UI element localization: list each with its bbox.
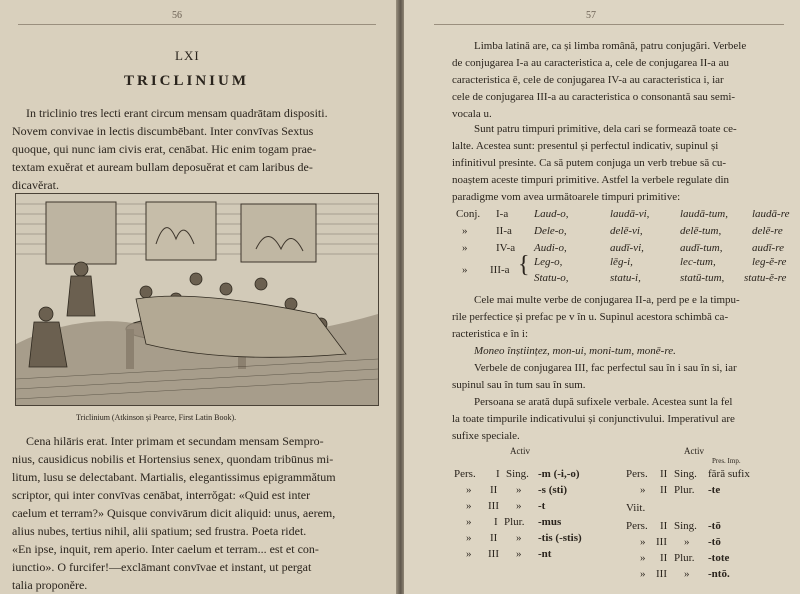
text-line: sufixe speciale.	[452, 430, 520, 442]
table-cell: Plur.	[674, 552, 695, 564]
conj-form: audī-vi,	[610, 242, 644, 254]
table-cell: -mus	[538, 516, 562, 528]
table-cell: Plur.	[504, 516, 525, 528]
header-rule-right	[434, 24, 784, 25]
text-line: Cele mai multe verbe de conjugarea II-a, perd pe e la timpu-	[474, 294, 740, 306]
table-cell: III	[488, 500, 499, 512]
figure-caption: Triclinium (Atkinson și Pearce, First Latin Book).	[76, 413, 237, 422]
text-line: lalte. Acestea sunt: presentul și perfectul indicativ, supinul și	[452, 140, 719, 152]
table-cell: Pers.	[626, 468, 648, 480]
page-number-right: 57	[586, 10, 596, 21]
table-cell: fără sufix	[708, 468, 750, 480]
conj-form: statu-ĕ-re	[744, 272, 787, 284]
table-cell: »	[640, 484, 646, 496]
text-line: Sunt patru timpuri primitive, dela cari se formează toate ce-	[474, 123, 737, 135]
table-cell: Viit.	[626, 502, 646, 514]
text-line: supinul sau în tum sau în sum.	[452, 379, 586, 391]
table-cell: -s (sti)	[538, 484, 568, 496]
conj-form: audī-re	[752, 242, 784, 254]
table-cell: »	[516, 548, 522, 560]
table-cell: -ntō.	[708, 568, 730, 580]
text-line: nius, causidicus nobilis et Hortensius senex, quondam tribūnus mi-	[12, 452, 334, 466]
conj-label: »	[462, 264, 468, 276]
conj-form: delē-tum,	[680, 225, 722, 237]
text-line: iunctio». O furcifer!—exclāmant convīvae et instant, ut pergat	[12, 560, 312, 574]
table-cell: -t	[538, 500, 546, 512]
activ-header-left: Activ	[510, 446, 530, 456]
conj-label: »	[462, 242, 468, 254]
text-line: de conjugarea I-a au caracteristica a, cele de conjugarea II-a au	[452, 57, 729, 69]
conj-form: delē-re	[752, 225, 783, 237]
table-cell: III	[488, 548, 499, 560]
text-line: noaștem aceste timpuri primitive. Astfel la verbele regulate din	[452, 174, 730, 186]
conj-form: Dele-o,	[534, 225, 567, 237]
chapter-number: LXI	[175, 48, 200, 63]
table-cell: Sing.	[506, 468, 529, 480]
text-line: caracteristica ē, cele de conjugarea IV-a au caracteristica i, iar	[452, 74, 724, 86]
text-line: dicavĕrat.	[12, 178, 59, 192]
table-cell: »	[466, 548, 472, 560]
table-cell: Plur.	[674, 484, 695, 496]
conj-form: lec-tum,	[680, 256, 716, 268]
table-cell: I	[496, 468, 500, 480]
text-line: Verbele de conjugarea III, fac perfectul sau în i sau în si, iar	[474, 362, 737, 374]
triclinium-illustration	[15, 193, 379, 406]
table-cell: II	[490, 484, 498, 496]
table-cell: III	[656, 568, 667, 580]
pres-imp-label: Pres. Imp.	[712, 457, 741, 465]
right-page	[404, 0, 800, 594]
banquet-engraving	[16, 194, 378, 405]
table-cell: II	[660, 468, 668, 480]
table-cell: -nt	[538, 548, 552, 560]
table-cell: I	[494, 516, 498, 528]
conj-form: Statu-o,	[534, 272, 569, 284]
conj-form: statū-tum,	[680, 272, 725, 284]
text-line: Limba latină are, ca și limba română, patru conjugări. Verbele	[474, 40, 747, 52]
conj-form: laudā-tum,	[680, 208, 728, 220]
conj-form: leg-ĕ-re	[752, 256, 787, 268]
table-cell: -tis (-stis)	[538, 532, 582, 544]
table-cell: II	[490, 532, 498, 544]
conj-label: »	[462, 225, 468, 237]
table-cell: »	[466, 532, 472, 544]
table-cell: II	[660, 520, 668, 532]
conj-form: laudā-vi,	[610, 208, 650, 220]
conj-form: Audi-o,	[534, 242, 567, 254]
text-line: la toate timpurile indicativului și conjunctivului. Imperativul are	[452, 413, 735, 425]
conj-form: Laud-o,	[534, 208, 569, 220]
left-page	[0, 0, 398, 594]
table-cell: »	[516, 500, 522, 512]
table-cell: Sing.	[674, 468, 697, 480]
table-cell: »	[466, 500, 472, 512]
chapter-title: TRICLINIUM	[124, 73, 250, 89]
text-line: textam exuĕrat et auream bullam deposuĕrat et cam laribus de-	[12, 160, 313, 174]
text-line: talia proponĕre.	[12, 578, 88, 592]
text-line: racteristica e în i:	[452, 328, 529, 340]
table-cell: »	[684, 568, 690, 580]
table-cell: Sing.	[674, 520, 697, 532]
table-cell: »	[640, 568, 646, 580]
table-cell: »	[640, 536, 646, 548]
activ-header-right: Activ	[684, 446, 704, 456]
conj-number: IV-a	[496, 242, 516, 254]
text-line: Persoana se arată după sufixele verbale. Acestea sunt la fel	[474, 396, 733, 408]
text-line: In triclinio tres lecti erant circum mensam quadrātam dispositi.	[26, 106, 328, 120]
text-line: litum, lusu se delectabant. Martialis, elegantissimus epigrammătum	[12, 470, 336, 484]
table-cell: -m (-i,-o)	[538, 468, 580, 480]
table-cell: »	[516, 532, 522, 544]
conj-number: II-a	[496, 225, 512, 237]
text-line: infinitivul presinte. Ca să putem conjuga un verb trebue să cu-	[452, 157, 727, 169]
conj-number: III-a	[490, 264, 510, 276]
text-line: vocala u.	[452, 108, 492, 120]
table-cell: III	[656, 536, 667, 548]
brace-symbol: {	[518, 252, 530, 278]
table-cell: Pers.	[454, 468, 476, 480]
text-line: quoque, qui nunc iam civis erat, cenābat. Hic enim togam prae-	[12, 142, 317, 156]
conj-form: lēg-i,	[610, 256, 633, 268]
table-cell: »	[466, 484, 472, 496]
text-line: alius nubes, tertius nihil, alii spatium; sed frustra. Poeta ridet.	[12, 524, 307, 538]
text-line: paradigme vom avea următoarele timpuri primitive:	[452, 191, 681, 203]
table-cell: Pers.	[626, 520, 648, 532]
page-number-left: 56	[172, 10, 182, 21]
table-cell: »	[466, 516, 472, 528]
table-cell: -tō	[708, 536, 721, 548]
conj-form: audī-tum,	[680, 242, 723, 254]
conj-form: statu-i,	[610, 272, 641, 284]
table-cell: -tō	[708, 520, 721, 532]
table-cell: -tote	[708, 552, 730, 564]
header-rule-left	[18, 24, 376, 25]
text-line: «En ipse, inquit, rem aperio. Inter caelum et terram... est et con-	[12, 542, 319, 556]
text-line: cele de conjugarea III-a au caracteristica o consonantă sau semi-	[452, 91, 736, 103]
example-line: Moneo înștiințez, mon-ui, moni-tum, monē-re.	[474, 345, 676, 357]
table-cell: »	[640, 552, 646, 564]
conj-label: Conj.	[456, 208, 481, 220]
conj-number: I-a	[496, 208, 509, 220]
text-line: Cena hilāris erat. Inter primam et secundam mensam Sempro-	[26, 434, 324, 448]
text-line: rile perfectice și prefac pe v în u. Supinul acestora schimbă ca-	[452, 311, 729, 323]
text-line: Novem convivae in lectis discumbēbant. Inter convīvas Sextus	[12, 124, 314, 138]
text-line: caelum et terram?» Quisque convivārum dicit aliquid: unus, aerem,	[12, 506, 336, 520]
table-cell: »	[684, 536, 690, 548]
conj-form: delē-vi,	[610, 225, 643, 237]
conj-form: laudā-re	[752, 208, 790, 220]
text-line: scriptor, qui inter convīvas cenābat, interrŏgat: «Quid est inter	[12, 488, 311, 502]
table-cell: II	[660, 552, 668, 564]
table-cell: II	[660, 484, 668, 496]
conj-form: Leg-o,	[534, 256, 563, 268]
table-cell: »	[516, 484, 522, 496]
table-cell: -te	[708, 484, 721, 496]
